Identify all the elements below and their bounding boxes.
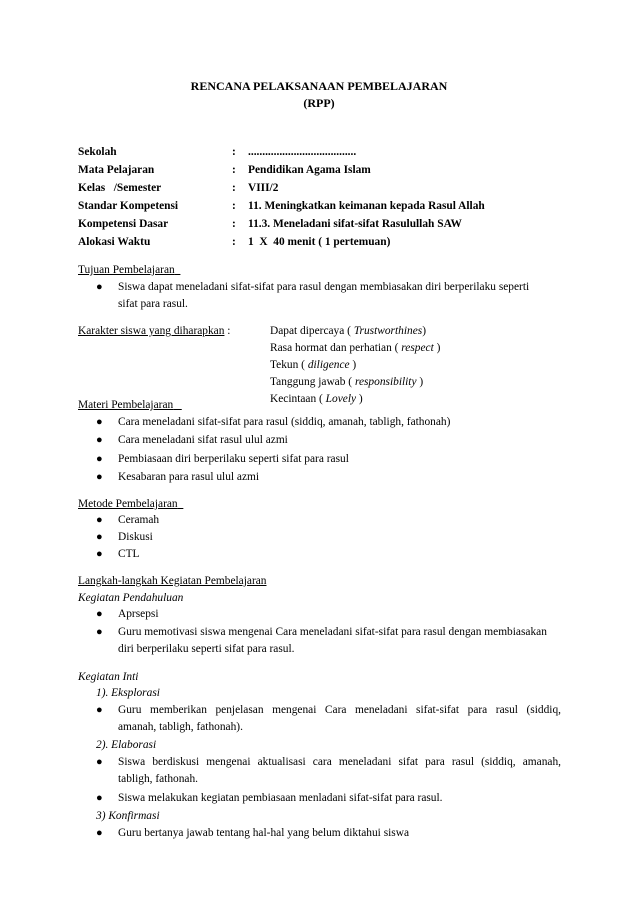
list-item: Siswa melakukan kegiatan pembiasaan menladani sifat-sifat para rasul. <box>118 792 443 804</box>
list-item: Cara meneladani sifat rasul ulul azmi <box>118 434 288 446</box>
karakter-item: Tanggung jawab ( responsibility ) <box>270 376 424 388</box>
bullet-icon: ● <box>96 792 103 804</box>
karakter-item: Dapat dipercaya ( Trustworthines) <box>270 325 426 337</box>
karakter-item: Rasa hormat dan perhatian ( respect ) <box>270 342 441 354</box>
list-item: Pembiasaan diri berperilaku seperti sifat para rasul <box>118 453 349 465</box>
karakter-item: Kecintaan ( Lovely ) <box>270 393 363 405</box>
list-item-line2: amanah, tabligh, fathonah). <box>118 721 243 733</box>
info-colon: : <box>232 218 236 230</box>
info-label-kelas: Kelas /Semester <box>78 182 162 194</box>
karakter-heading-row <box>78 325 230 337</box>
list-item: Guru bertanya jawab tentang hal-hal yang belum diktahui siswa <box>118 827 410 839</box>
bullet-icon: ● <box>96 514 103 526</box>
list-item: Kesabaran para rasul ulul azmi <box>118 471 260 483</box>
bullet-icon: ● <box>96 626 103 638</box>
bullet-icon: ● <box>96 434 103 446</box>
info-value-kelas: VIII/2 <box>248 182 279 194</box>
page-subtitle: (RPP) <box>303 96 335 110</box>
section-heading-tujuan: Tujuan Pembelajaran <box>78 264 175 276</box>
info-value-waktu: 1 X 40 menit ( 1 pertemuan) <box>248 236 391 248</box>
bullet-icon: ● <box>96 608 103 620</box>
subheading-eksplorasi: 1). Eksplorasi <box>96 687 160 699</box>
bullet-icon: ● <box>96 453 103 465</box>
list-item-line1: Guru memotivasi siswa mengenai Cara meneladani sifat-sifat para rasul dengan membiasakan <box>118 626 547 638</box>
page-title: RENCANA PELAKSANAAN PEMBELAJARAN <box>190 79 448 93</box>
section-heading-langkah: Langkah-langkah Kegiatan Pembelajaran <box>78 575 267 587</box>
list-item-line1: Siswa berdiskusi mengenai aktualisasi cara meneladani sifat para rasul (siddiq, amanah, <box>118 756 561 768</box>
info-label-mapel: Mata Pelajaran <box>78 164 155 176</box>
list-item: CTL <box>118 548 140 560</box>
list-item-line2: tabligh, fathonah. <box>118 773 199 785</box>
info-colon: : <box>232 164 236 176</box>
subheading-pendahuluan: Kegiatan Pendahuluan <box>78 592 184 604</box>
section-heading-materi: Materi Pembelajaran <box>78 399 174 411</box>
info-value-kd: 11.3. Meneladani sifat-sifat Rasulullah SAW <box>248 218 462 230</box>
tujuan-text-line2: sifat para rasul. <box>118 298 188 310</box>
subheading-inti: Kegiatan Inti <box>78 671 139 683</box>
bullet-icon: ● <box>96 531 103 543</box>
bullet-icon: ● <box>96 756 103 768</box>
list-item-line2: diri berperilaku seperti sifat para rasul. <box>118 643 295 655</box>
tujuan-text-line1: Siswa dapat meneladani sifat-sifat para rasul dengan membiasakan diri berperilaku seperti <box>118 281 530 293</box>
karakter-colon: : <box>227 325 231 337</box>
bullet-icon: ● <box>96 704 103 716</box>
info-colon: : <box>232 146 236 158</box>
list-item: Cara meneladani sifat-sifat para rasul (siddiq, amanah, tabligh, fathonah) <box>118 416 451 428</box>
section-heading-karakter: Karakter siswa yang diharapkan <box>78 325 225 337</box>
info-colon: : <box>232 236 236 248</box>
bullet-icon: ● <box>96 548 103 560</box>
list-item: Diskusi <box>118 531 153 543</box>
bullet-icon: ● <box>96 281 103 293</box>
info-label-sekolah: Sekolah <box>78 146 117 158</box>
list-item-line1: Guru memberikan penjelasan mengenai Cara meneladani sifat-sifat para rasul (siddiq, <box>118 704 561 716</box>
subheading-elaborasi: 2). Elaborasi <box>96 739 157 751</box>
info-label-kd: Kompetensi Dasar <box>78 218 169 230</box>
karakter-item: Tekun ( diligence ) <box>270 359 357 371</box>
info-value-sk: 11. Meningkatkan keimanan kepada Rasul Allah <box>248 200 485 212</box>
info-value-mapel: Pendidikan Agama Islam <box>248 164 371 176</box>
section-heading-metode: Metode Pembelajaran <box>78 498 178 510</box>
bullet-icon: ● <box>96 416 103 428</box>
info-label-sk: Standar Kompetensi <box>78 200 179 212</box>
info-value-sekolah: ...................................... <box>248 146 357 158</box>
info-colon: : <box>232 182 236 194</box>
info-colon: : <box>232 200 236 212</box>
bullet-icon: ● <box>96 471 103 483</box>
info-label-waktu: Alokasi Waktu <box>78 236 151 248</box>
list-item: Aprsepsi <box>118 608 159 620</box>
subheading-konfirmasi: 3) Konfirmasi <box>96 810 160 822</box>
bullet-icon: ● <box>96 827 103 839</box>
list-item: Ceramah <box>118 514 160 526</box>
